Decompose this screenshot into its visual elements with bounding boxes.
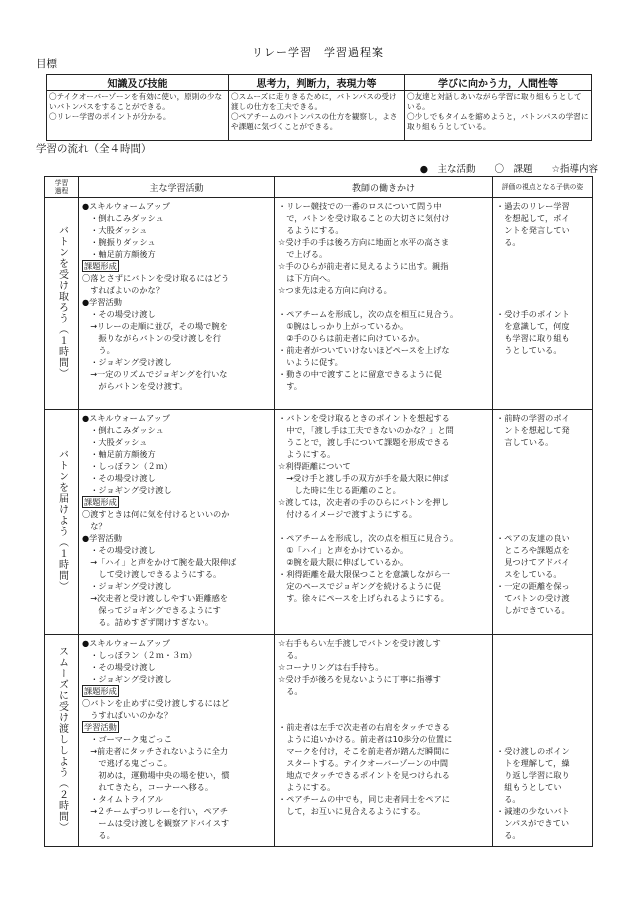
- cell-line: で，バトンを受け取ることの大切さに気付け: [278, 213, 450, 223]
- cell-line: で逃げる鬼ごっこ。: [82, 758, 172, 768]
- cell-line: [496, 520, 590, 532]
- cell-line: 初めは，運動場中央の場を使い，慣: [82, 770, 230, 780]
- cell-line: ☆手のひらが前走者に見えるように出す。親指: [278, 261, 449, 271]
- cell-line: →リレーの走順に並び，その場で腕を: [82, 321, 228, 331]
- cell-line: ・動きの中で渡すことに留意できるように促: [278, 369, 442, 379]
- teacher-cell-2: [275, 410, 493, 635]
- goal-header-attitude: 学びに向かう力，人間性等: [405, 75, 592, 91]
- cell-line: うとしている。: [496, 345, 562, 355]
- cell-line: 見つけてアドバイ: [496, 557, 570, 567]
- cell-line: ・ペアチームの中でも，同じ走者同士をペアに: [278, 794, 450, 804]
- stage-cell-2: [45, 410, 79, 635]
- cell-line: ・ペアの友達の良い: [496, 533, 570, 543]
- cell-line: 〇バトンを止めずに受け渡しするにはど: [82, 698, 230, 708]
- cell-line: ・ジョギング受け渡し: [82, 357, 172, 367]
- cell-line: [496, 697, 590, 709]
- cell-line: る。: [496, 794, 521, 804]
- cell-line: れてきたら，コーナーへ移る。: [82, 782, 214, 792]
- cell-line: 付けるイメージで渡すようにする。: [278, 509, 417, 519]
- goals-header-row: [47, 75, 592, 91]
- cell-line: ●スキルウォームアップ: [82, 201, 171, 211]
- task-label-box: 学習活動: [84, 722, 117, 732]
- flow-header-row: [45, 177, 593, 198]
- cell-line: [496, 637, 590, 649]
- cell-line: ・大股ダッシュ: [82, 437, 148, 447]
- task-label-box: 課題形成: [84, 497, 117, 507]
- cell-line: ☆受け手が後ろを見ないように丁寧に指導す: [278, 674, 441, 684]
- cell-line: ☆右手もらい左手渡しでバトンを受け渡しす: [278, 638, 441, 648]
- cell-line: [496, 248, 590, 260]
- cell-line: ・倒れこみダッシュ: [82, 425, 164, 435]
- cell-line: 組もうとしてい: [496, 782, 562, 792]
- cell-line: ・受け手のポイント: [496, 309, 570, 319]
- cell-line: ームは受け渡しを観察アドバイスす: [82, 818, 230, 828]
- cell-line: ・前時の学習のポイ: [496, 413, 570, 423]
- cell-line: [496, 496, 590, 508]
- cell-line: [496, 460, 590, 472]
- cell-line: [278, 697, 490, 709]
- cell-line: [496, 733, 590, 745]
- eval-cell-1: [493, 198, 593, 410]
- cell-line: 中で，「渡し手は工夫できないのかな？」と問: [278, 425, 454, 435]
- cell-line: [496, 296, 590, 308]
- cell-line: る。: [496, 237, 521, 247]
- cell-line: る。詰めすぎず開けすぎない。: [82, 617, 214, 627]
- cell-line: 保ってジョギングできるようにす: [82, 605, 221, 615]
- stage-label-1: バトンを受け取ろう（１時間）: [56, 225, 68, 379]
- cell-line: [496, 284, 590, 296]
- cell-line: るようにする。: [278, 225, 344, 235]
- cell-line: [496, 721, 590, 733]
- cell-line: ・倒れこみダッシュ: [82, 213, 164, 223]
- cell-line: うすればいいのかな？: [82, 710, 173, 720]
- stage-cell-3: [45, 635, 79, 847]
- cell-line: [82, 685, 272, 697]
- cell-line: ☆利得距離について: [278, 461, 351, 471]
- cell-line: な？: [82, 521, 107, 531]
- eval-cell-2: [493, 410, 593, 635]
- teacher-cell-1: [275, 198, 493, 410]
- goal-header-thinking: 思考力，判断力，表現力等: [229, 75, 405, 91]
- cell-line: 振りながらバトンの受け渡しを行: [82, 333, 222, 343]
- cell-line: ☆コーナリングは右手持ち。: [278, 662, 384, 672]
- cell-line: ・その場受け渡し: [82, 473, 156, 483]
- cell-line: して，お互いに見合えるようにする。: [278, 806, 426, 816]
- cell-line: ・一定の距離を保っ: [496, 581, 570, 591]
- cell-line: ●スキルウォームアップ: [82, 413, 171, 423]
- cell-line: ・ジョギング受け渡し: [82, 485, 172, 495]
- flow-header-stage: 学習 過程: [45, 177, 79, 198]
- cell-line: ンパスができてい: [496, 818, 570, 828]
- stage-label-2: バトンを届けよう（１時間）: [56, 449, 68, 592]
- cell-line: ・前走者は左手で次走者の右肩をタッチできる: [278, 722, 450, 732]
- cell-line: ントを発言してい: [496, 225, 570, 235]
- cell-line: [496, 484, 590, 496]
- flow-header-teacher: 教師の働きかけ: [275, 177, 493, 198]
- cell-line: ・しっぽラン（２ｍ・３ｍ）: [82, 650, 197, 660]
- activities-cell-3: [79, 635, 275, 847]
- flow-row-3: [45, 635, 593, 847]
- cell-line: す。徐々にペースを上げられるようにする。: [278, 593, 449, 603]
- cell-line: ところや課題点を: [496, 545, 570, 555]
- goals-table: [46, 74, 592, 141]
- page-title: リレー学習 学習過程案: [252, 46, 384, 59]
- flow-label: 学習の流れ（全４時間）: [36, 143, 152, 155]
- cell-line: ②腕を最大限に伸ばしているか。: [278, 557, 409, 567]
- eval-cell-3: [493, 635, 593, 847]
- cell-line: も学習に取り組も: [496, 333, 570, 343]
- cell-line: は下方向へ。: [278, 273, 336, 283]
- cell-line: ②手のひらは前走者に向けているか。: [278, 333, 425, 343]
- cell-line: ・タイムトライアル: [82, 794, 163, 804]
- cell-line: スタートする。テイクオーバーゾーンの中間: [278, 758, 449, 768]
- cell-line: スをしている。: [496, 569, 562, 579]
- cell-line: →受け手と渡し手の双方が手を最大限に伸ば: [278, 473, 449, 483]
- stage-label-3: スムーズに受け渡ししよう（２時間）: [56, 645, 68, 833]
- cell-line: ように追いかける。前走者は10歩分の位置に: [278, 734, 453, 744]
- activities-cell-1: [79, 198, 275, 410]
- cell-line: ☆つま先は走る方向に向ける。: [278, 285, 392, 295]
- cell-line: ・腕振りダッシュ: [82, 237, 156, 247]
- cell-line: う。: [82, 345, 115, 355]
- cell-line: ・前走者がついていけないほどペースを上げな: [278, 345, 450, 355]
- cell-line: →２チームずつリレーを行い，ペアチ: [82, 806, 229, 816]
- cell-line: [496, 508, 590, 520]
- cell-line: [496, 649, 590, 661]
- cell-line: ①腕はしっかり上がっているか。: [278, 321, 409, 331]
- cell-line: うことで，渡し手について課題を形成できる: [278, 437, 450, 447]
- cell-line: [496, 272, 590, 284]
- goal-cell-knowledge: 〇テイクオーバーゾーンを有効に使い，原則の少ないバトンパスをすることができる。 〇リレー学習のポイントが分かる。: [47, 91, 229, 141]
- cell-line: ・減速の少ないバト: [496, 806, 570, 816]
- teacher-cell-3: [275, 635, 493, 847]
- cell-line: して受け渡しできるようにする。: [82, 569, 222, 579]
- cell-line: てバトンの受け渡: [496, 593, 570, 603]
- cell-line: ●学習活動: [82, 533, 122, 543]
- cell-line: り返し学習に取り: [496, 770, 570, 780]
- cell-line: [496, 260, 590, 272]
- cell-line: ・その場受け渡し: [82, 309, 156, 319]
- cell-line: で上げる。: [278, 249, 328, 259]
- activities-cell-2: [79, 410, 275, 635]
- stage-cell-1: [45, 198, 79, 410]
- cell-line: →「ハイ」と声をかけて腕を最大限伸ば: [82, 557, 237, 567]
- cell-line: →一定のリズムでジョギングを行いな: [82, 369, 228, 379]
- task-label-box: 課題形成: [84, 686, 117, 696]
- cell-line: →前走者にタッチされないように全力: [82, 746, 229, 756]
- cell-line: ・しっぽラン（２ｍ）: [82, 461, 173, 471]
- cell-line: [278, 709, 490, 721]
- cell-line: [496, 673, 590, 685]
- goals-label: 目標: [36, 58, 57, 70]
- cell-line: がらバトンを受け渡す。: [82, 381, 188, 391]
- cell-line: 〇落とさずにバトンを受け取るにはどう: [82, 273, 230, 283]
- cell-line: ・受け渡しのポイン: [496, 746, 570, 756]
- cell-line: マークを付け，そこを前走者が踏んだ瞬間に: [278, 746, 450, 756]
- flow-header-eval: 評価の視点となる子供の姿: [493, 177, 593, 198]
- cell-line: [82, 496, 272, 508]
- cell-line: ☆渡しては，次走者の手のひらにバトンを押し: [278, 497, 449, 507]
- cell-line: [278, 520, 490, 532]
- goal-cell-thinking: 〇スムーズに走りきるために，バトンパスの受け渡しの仕方を工夫できる。 〇ペアチームのバトンパスの仕方を観察し，よさや課題に気づくことができる。: [229, 91, 405, 141]
- cell-line: を想起して，ポイ: [496, 213, 570, 223]
- cell-line: した時に生じる距離のこと。: [278, 485, 401, 495]
- goals-content-row: [47, 91, 592, 141]
- cell-line: しができている。: [496, 605, 570, 615]
- cell-line: ・リレー競技での一番のロスについて問う中: [278, 201, 442, 211]
- cell-line: ・過去のリレー学習: [496, 201, 570, 211]
- cell-line: ントを想起して発: [496, 425, 570, 435]
- cell-line: ●学習活動: [82, 297, 122, 307]
- cell-line: いように促す。: [278, 357, 343, 367]
- cell-line: る。: [278, 686, 303, 696]
- cell-line: ようにする。: [278, 449, 336, 459]
- cell-line: [496, 709, 590, 721]
- cell-line: ・その場受け渡し: [82, 662, 156, 672]
- cell-line: る。: [278, 650, 303, 660]
- cell-line: すればよいのかな？: [82, 285, 164, 295]
- cell-line: [496, 685, 590, 697]
- cell-line: る。: [82, 830, 115, 840]
- cell-line: 〇渡すときは何に気を付けるといいのか: [82, 509, 230, 519]
- cell-line: ・ゴーマーク鬼ごっこ: [82, 734, 172, 744]
- cell-line: ようにする。: [278, 782, 336, 792]
- cell-line: 定のペースでジョギングを続けるように促: [278, 581, 441, 591]
- cell-line: ・ペアチームを形成し，次の点を相互に見合う。: [278, 533, 459, 543]
- flow-header-activities: 主な学習活動: [79, 177, 275, 198]
- legend: ● 主な活動 〇 課題 ☆指導内容: [419, 164, 598, 175]
- cell-line: 言している。: [496, 437, 554, 447]
- cell-line: ・ジョギング受け渡し: [82, 674, 172, 684]
- cell-line: [496, 472, 590, 484]
- cell-line: ・ジョギング受け渡し: [82, 581, 172, 591]
- cell-line: を意識して，何度: [496, 321, 570, 331]
- cell-line: ・軸足前方顔後方: [82, 249, 156, 259]
- cell-line: ①「ハイ」と声をかけているか。: [278, 545, 409, 555]
- cell-line: ・大股ダッシュ: [82, 225, 148, 235]
- cell-line: す。: [278, 381, 302, 391]
- cell-line: ・利得距離を最大限保つことを意識しながら一: [278, 569, 450, 579]
- cell-line: →次走者と受け渡ししやすい距離感を: [82, 593, 229, 603]
- cell-line: トを理解して，繰: [496, 758, 570, 768]
- cell-line: [496, 661, 590, 673]
- cell-line: [82, 260, 272, 272]
- flow-row-1: [45, 198, 593, 410]
- cell-line: ・バトンを受け取るときのポイントを想起する: [278, 413, 450, 423]
- cell-line: ・その場受け渡し: [82, 545, 156, 555]
- task-label-box: 課題形成: [84, 261, 117, 271]
- cell-line: ・軸足前方顔後方: [82, 449, 156, 459]
- goal-cell-attitude: 〇友達と対話しあいながら学習に取り組もうとしている。 〇少しでもタイムを縮めようと，バトンパスの学習に取り組もうとしている。: [405, 91, 592, 141]
- cell-line: [278, 296, 490, 308]
- cell-line: [496, 448, 590, 460]
- cell-line: [82, 721, 272, 733]
- goal-header-knowledge: 知識及び技能: [47, 75, 229, 91]
- flow-table: [44, 176, 593, 847]
- flow-row-2: [45, 410, 593, 635]
- cell-line: ・ペアチームを形成し，次の点を相互に見合う。: [278, 309, 459, 319]
- cell-line: る。: [496, 830, 521, 840]
- cell-line: ●スキルウォームアップ: [82, 638, 171, 648]
- cell-line: ☆受け手の手は後ろ方向に地面と水平の高さま: [278, 237, 450, 247]
- cell-line: 地点でタッチできるポイントを見つけられる: [278, 770, 450, 780]
